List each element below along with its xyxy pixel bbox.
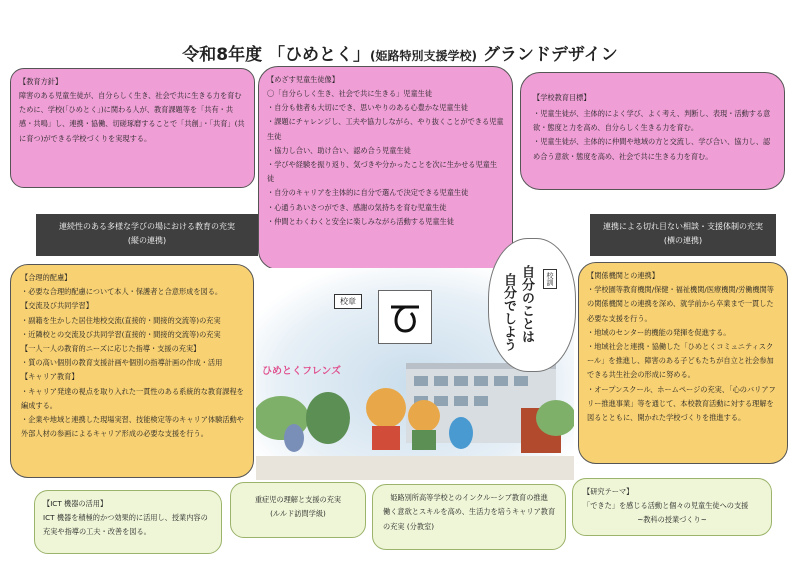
- kenkyuu-box: [572, 478, 772, 536]
- gakkou-mokuhyou-item: ・児童生徒が、主体的によく学び、よく考え、判断し、表現・活動する意欲・態度と力を高め、自分らしく生きる力を育む。: [533, 109, 771, 133]
- left-item: ・必要な合理的配慮について本人・保護者と合意形成を図る。: [21, 287, 223, 297]
- koutou-line3: の充実 (分教室): [383, 521, 435, 531]
- left-item: ・企業や地域と連携した現場実習、技能検定等のキャリア体験活動や外部人材の参画によるキャリア形成の必要な支援を行う。: [21, 415, 244, 439]
- left-item: 【合理的配慮】: [21, 273, 72, 282]
- kenkyuu-line2: ~教科の授業づくり~: [637, 515, 707, 525]
- juushou-box: [230, 482, 366, 538]
- title-grand-design: グランドデザイン: [477, 45, 618, 65]
- school-emblem-icon: [378, 290, 432, 344]
- left-item: 【交流及び共同学習】: [21, 301, 93, 311]
- kenkyuu-heading: 【研究テーマ】: [583, 487, 634, 496]
- tate-renkei-panel: [10, 264, 254, 478]
- right-item: ・地域のセンター的機能の発揮を促進する。: [587, 327, 731, 337]
- page-title: [0, 40, 800, 65]
- mezasu-item: 〇「自分らしく生き、社会で共に生きる」児童生徒: [267, 89, 433, 98]
- kyouiku-houshin-text: 障害のある児童生徒が、自分らしく生き、社会で共に生きる力を育むために、学校(「ひめとく」)に関わる人が、教育課題等を「共有・共感・共鳴」し、連携・協働、切磋琢磨することで「共創」・「共育」(共に育つ)ができる学校づくりを実現する。: [19, 91, 245, 143]
- mezasu-item: ・協力し合い、助け合い、認め合う児童生徒: [267, 145, 411, 155]
- left-item: ・質の高い個別の教育支援計画や個別の指導計画の作成・活用: [21, 358, 223, 368]
- ict-heading: 【ICT 機器の活用】: [43, 499, 108, 508]
- kenkyuu-line1: 「できた」を感じる活動と個々の児童生徒への支援: [583, 501, 749, 510]
- emblem-mark-icon: [385, 297, 425, 337]
- mezasu-item: ・自分のキャリアを主体的に自分で選んで決定できる児童生徒: [267, 188, 469, 198]
- yoko-renkei-header-line2: (横の連携): [663, 236, 703, 245]
- right-item: ・地域社会と連携・協働した「ひめとくコミュニティスクール」を推進し、障害のある子どもたちが自立と社会参加できる共生社会の形成に努める。: [587, 342, 774, 380]
- juushou-line1: 重症児の理解と支援の充実: [254, 495, 342, 504]
- ict-box: [34, 490, 222, 554]
- left-item: ・近隣校との交流及び共同学習(直接的・間接的交流等)の充実: [21, 329, 221, 339]
- kyouiku-houshin-box: [10, 68, 255, 188]
- left-item: ・副籍を生かした居住地校交流(直接的・間接的交流等)の充実: [21, 315, 221, 325]
- gakkou-mokuhyou-box: [520, 72, 785, 190]
- mezasu-item: ・学びや経験を振り返り、気づきや分かったことを次に生かせる児童生徒: [267, 160, 498, 184]
- title-main: 令和8年度 「ひめとく」: [182, 45, 371, 65]
- koushou-label: 校章: [334, 294, 362, 309]
- title-school: (姫路特別支援学校): [370, 49, 477, 63]
- ict-text: ICT 機器を積極的かつ効果的に活用し、授業内容の充実や指導の工夫・改善を図る。: [43, 513, 208, 537]
- kokun-line1: 自分のことは: [519, 265, 534, 343]
- mascot-name: ひめとくフレンズ: [262, 366, 342, 377]
- right-item: ・オープンスクール、ホームページの充実、「心のバリアフリー推進事業」等を通じて、本校教育活動に対する理解を図るとともに、開かれた学校づくりを推進する。: [587, 384, 776, 423]
- right-item: ・学校園等教育機関/保健・福祉機関/医療機関/労働機関等の関係機関との連携を深め、就学前から卒業まで一貫した必要な支援を行う。: [587, 285, 774, 323]
- yoko-renkei-header-line1: 連携による切れ目ない相談・支援体制の充実: [603, 222, 763, 231]
- mezasu-item: ・心通うあいさつができ、感謝の気持ちを育む児童生徒: [267, 202, 447, 212]
- koutou-line1: 姫路別所高等学校とのインクルーシブ教育の推進: [390, 493, 548, 502]
- left-item: 【キャリア教育】: [21, 372, 79, 382]
- mezasu-item: ・自分も他者も大切にでき、思いやりのある心豊かな児童生徒: [267, 103, 468, 113]
- tate-renkei-header-line1: 連続性のある多様な学びの場における教育の充実: [59, 222, 235, 231]
- mezasu-heading: 【めざす児童生徒像】: [267, 75, 339, 84]
- gakkou-mokuhyou-heading: 【学校教育目標】: [533, 93, 591, 102]
- mezasu-box: [258, 66, 513, 270]
- koutou-line2: 働く意欲とスキルを高め、生活力を培うキャリア教育: [383, 507, 556, 517]
- mezasu-item: ・課題にチャレンジし、工夫や協力しながら、やり抜くことができる児童生徒: [267, 117, 504, 141]
- yoko-renkei-header: [590, 214, 776, 256]
- left-item: 【一人一人の教育的ニーズに応じた指導・支援の充実】: [21, 344, 201, 354]
- tate-renkei-header-line2: (縦の連携): [127, 236, 167, 245]
- gakkou-mokuhyou-item: ・児童生徒が、主体的に仲間や地域の方と交流し、学び合い、協力し、認め合う意欲・態度を高め、社会で共に生きる力を育む。: [533, 137, 771, 161]
- kyouiku-houshin-heading: 【教育方針】: [19, 77, 63, 86]
- mezasu-item: ・仲間とわくわくと安全に楽しみながら活動する児童生徒: [267, 216, 454, 226]
- kokun-line2: 自分でしよう: [501, 273, 516, 351]
- tate-renkei-header: [36, 214, 258, 256]
- kokun-bubble: [488, 238, 576, 372]
- right-item: 【関係機関との連携】: [587, 271, 659, 280]
- left-item: ・キャリア発達の視点を取り入れた一貫性のある系統的な教育課程を編成する。: [21, 386, 244, 410]
- juushou-line2: (ルルド訪問学級): [270, 509, 326, 519]
- koutou-box: [372, 484, 566, 550]
- kokun-label: 校訓: [543, 269, 557, 289]
- yoko-renkei-panel: [578, 262, 788, 464]
